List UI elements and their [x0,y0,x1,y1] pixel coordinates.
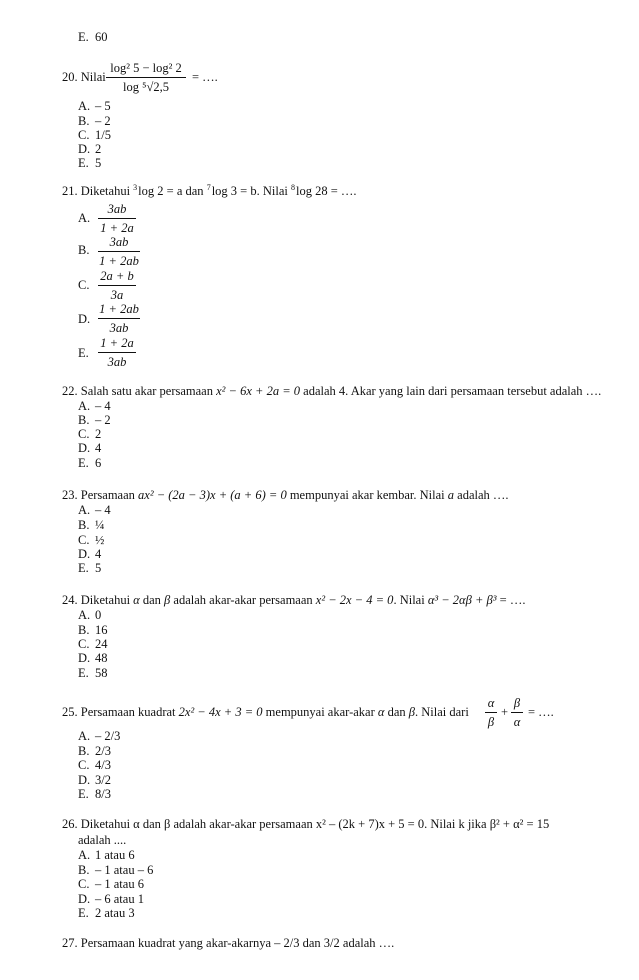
option-a: A. – 4 [78,399,111,413]
fraction-denominator: log ⁵√2,5 [123,79,169,94]
option-c: C. 24 [78,637,108,651]
option-a: A. – 5 [78,99,111,113]
option-d: D. 4 [78,547,102,561]
option-c: C. 2 [78,427,102,441]
option-e: E. 8/3 [78,787,111,801]
option-e: E. 6 [78,456,102,470]
option-b-fraction: 3ab 1 + 2ab [99,235,139,268]
option-d: D. 4 [78,441,102,455]
question-26-stem: 26. Diketahui α dan β adalah akar-akar persamaan x² – (2k + 7)x + 5 = 0. Nilai k jika β² + α² = 15 [62,817,550,831]
fraction-numerator: log² 5 − log² 2 [110,61,182,75]
option-b: B. – 1 atau – 6 [78,863,154,877]
question-23-stem: 23. Persamaan ax² − (2a − 3)x + (a + 6) = 0 mempunyai akar kembar. Nilai a adalah …. [62,488,509,502]
option-a: A. 0 [78,608,102,622]
option-b: B. 16 [78,623,108,637]
option-c: C. [78,278,90,292]
question-21-stem: 21. Diketahui $^3$log 2 = a dan $^7$log 3 = b. Nilai $^8$log 28 = …. [62,183,357,198]
question-22-stem: 22. Salah satu akar persamaan x² − 6x + 2a = 0 adalah 4. Akar yang lain dari persamaan tersebut adalah …. [62,384,602,398]
question-26-stem-cont: adalah .... [78,833,127,847]
option-b: B. 2/3 [78,744,111,758]
option-e: E. 5 [78,561,102,575]
option-a: A. – 4 [78,503,111,517]
option-b: B. [78,243,90,257]
option-e: E. 58 [78,666,108,680]
option-b: B. – 2 [78,413,111,427]
question-27: 27. Persamaan kuadrat yang akar-akarnya – 2/3 dan 3/2 adalah …. [62,936,395,950]
option-d: D. 48 [78,651,108,665]
equation: ax² − (2a − 3)x + (a + 6) = 0 [138,488,287,502]
equation: 2x² − 4x + 3 = 0 [178,705,263,719]
fraction-bar [106,77,186,78]
option-c: C. – 1 atau 6 [78,877,144,891]
option-c-fraction: 2a + b 3a [98,270,136,301]
option-d: D. – 6 atau 1 [78,892,144,906]
question-24-stem: 24. Diketahui α dan β adalah akar-akar persamaan x² − 2x − 4 = 0. Nilai α³ − 2αβ + β³ = …. [62,593,526,607]
option-e: E. 2 atau 3 [78,906,135,920]
equation: x² − 6x + 2a = 0 [216,384,301,398]
question-25-suffix: = …. [528,705,554,719]
option-b: B. ¼ [78,518,105,532]
fraction-alpha-over-beta: α β [485,697,497,728]
option-a-fraction: 3ab 1 + 2a [98,203,136,234]
question-20-suffix: = …. [192,70,218,84]
option-a: A. – 2/3 [78,729,121,743]
option-d: D. 2 [78,142,102,156]
fraction-beta-over-alpha: β α [511,697,523,728]
option-d: D. [78,312,91,326]
option-d: D. 3/2 [78,773,111,787]
option-d-fraction: 1 + 2ab 3ab [99,302,139,335]
option-b: B. – 2 [78,114,111,128]
option-e: E. [78,346,89,360]
question-20-fraction [106,62,186,93]
option-e: E. 60 [78,30,108,44]
option-c: C. 1/5 [78,128,111,142]
question-25-stem: 25. Persamaan kuadrat 2x² − 4x + 3 = 0 mempunyai akar-akar α dan β. Nilai dari [62,705,469,719]
plus-sign: + [501,705,509,719]
option-e-fraction: 1 + 2a 3ab [98,337,136,368]
question-20-stem: 20. Nilai [62,70,106,84]
option-c: C. ½ [78,533,105,547]
option-a: A. 1 atau 6 [78,848,135,862]
option-a: A. [78,211,91,225]
option-c: C. 4/3 [78,758,111,772]
option-e: E. 5 [78,156,102,170]
equation: x² − 2x − 4 = 0 [315,593,394,607]
